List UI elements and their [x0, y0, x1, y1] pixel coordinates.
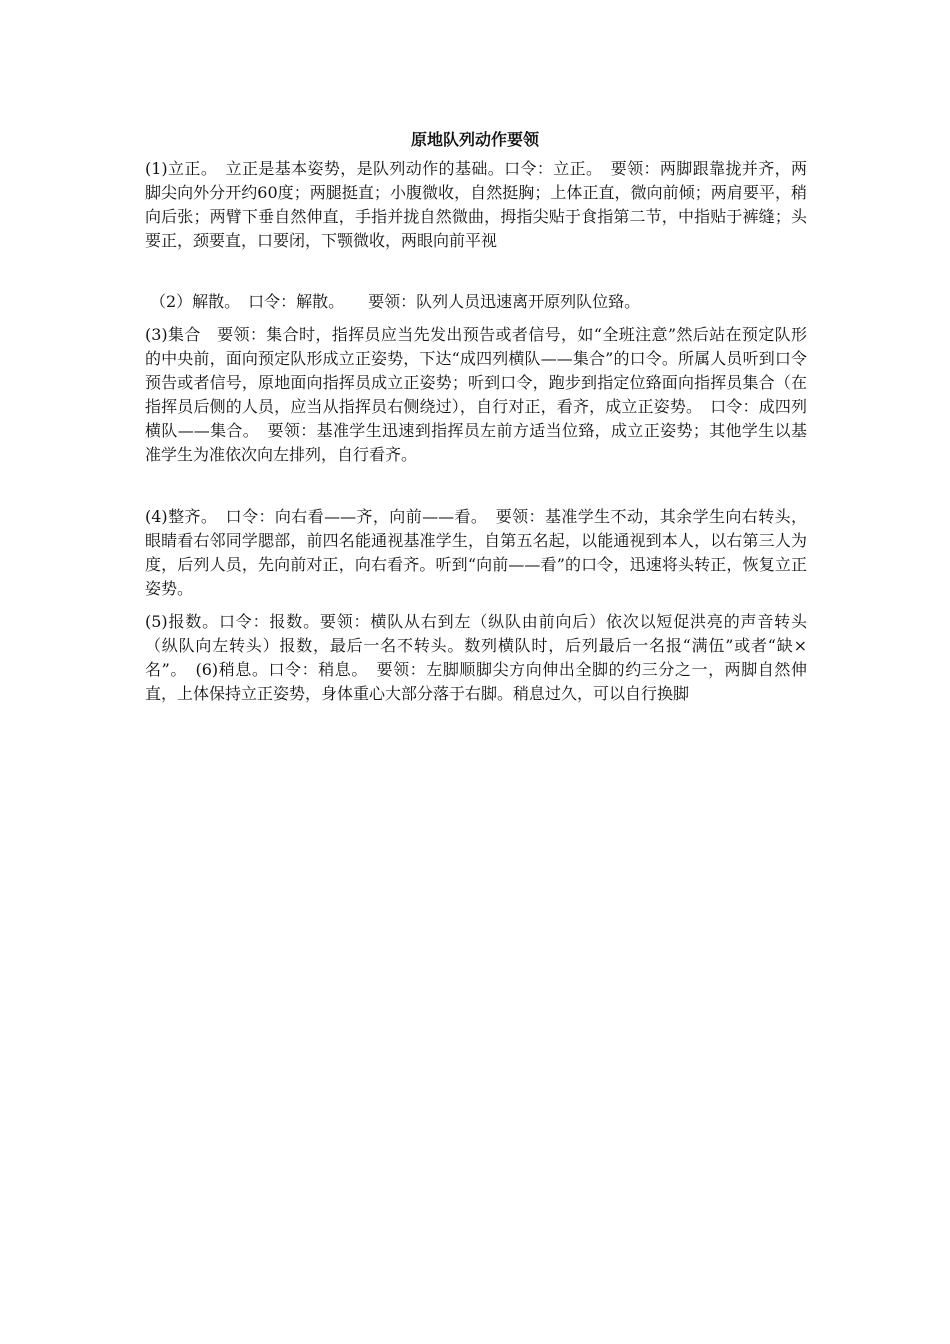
- paragraph-align: (4)整齐。 口令：向右看——齐，向前——看。 要领：基准学生不动，其余学生向右转头，眼睛看右邻同学腮部，前四名能通视基准学生，自第五名起，以能通视到本人，以右第三人为度，后列人员，先向前对正，向右看齐。听到“向前——看”的口令，迅速将头转正，恢复立正姿势。: [145, 507, 807, 598]
- paragraph-attention: (1)立正。 立正是基本姿势，是队列动作的基础。口令：立正。 要领：两脚跟靠拢并齐，两脚尖向外分开约60度；两腿挺直；小腹微收，自然挺胸；上体正直，微向前倾；两肩要平，稍向后张；两臂下垂自然伸直，手指并拢自然微曲，拇指尖贴于食指第二节，中指贴于裤缝；头要正，颈要直，口要闭，下颚微收，两眼向前平视: [145, 159, 807, 250]
- paragraph-assemble: (3)集合 要领：集合时，指挥员应当先发出预告或者信号，如“全班注意”然后站在预定队形的中央前，面向预定队形成立正姿势，下达“成四列横队——集合”的口令。所属人员听到口令预告或者信号，原地面向指挥员成立正姿势；听到口令，跑步到指定位臵面向指挥员集合（在指挥员后侧的人员，应当从指挥员右侧绕过），自行对正，看齐，成立正姿势。 口令：成四列横队——集合。 要领：基准学生迅速到指挥员左前方适当位臵，成立正姿势；其他学生以基准学生为准依次向左排列，自行看齐。: [145, 325, 807, 464]
- paragraph-count-off-and-at-ease: (5)报数。口令：报数。要领：横队从右到左（纵队由前向后）依次以短促洪亮的声音转头（纵队向左转头）报数，最后一名不转头。数列横队时，后列最后一名报“满伍”或者“缺×名”。 (6)稍息。口令：稍息。 要领：左脚顺脚尖方向伸出全脚的约三分之一，两脚自然伸直，上体保持立正姿势，身体重心大部分落于右脚。稍息过久，可以自行换脚: [145, 612, 807, 703]
- document-title: 原地队列动作要领: [410, 130, 539, 149]
- paragraph-dismiss: （2）解散。 口令：解散。 要领：队列人员迅速离开原列队位臵。: [150, 292, 641, 311]
